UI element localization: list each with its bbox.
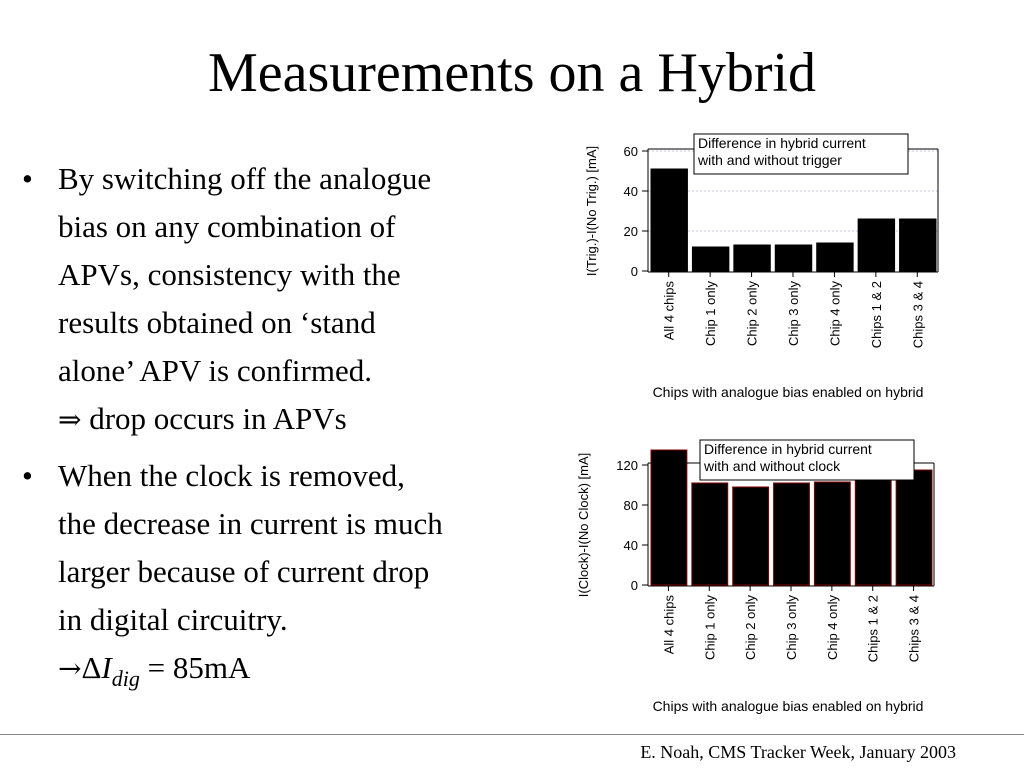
bar [692, 483, 728, 585]
annotation-text: Difference in hybrid current [698, 135, 866, 151]
bullet-line: APVs, consistency with the [58, 257, 401, 292]
bar [651, 169, 687, 271]
bullet-item-analogue-bias [22, 155, 567, 444]
x-tick-label: Chips 1 & 2 [868, 281, 884, 349]
bar-chart-1 [584, 134, 938, 400]
x-tick-label: All 4 chips [661, 281, 677, 341]
current-variable: I [101, 650, 112, 685]
charts-area [570, 118, 970, 718]
bullet-line: in digital circuitry. [58, 602, 288, 637]
x-tick-label: Chip 4 only [824, 595, 840, 661]
x-tick-label: Chips 3 & 4 [906, 595, 922, 663]
bar [734, 245, 770, 271]
bar [775, 245, 811, 271]
bar [817, 243, 853, 271]
y-tick-label: 40 [623, 184, 638, 199]
bullet-line: When the clock is removed, [58, 458, 405, 493]
footer-divider [0, 734, 1024, 735]
bullet-line: bias on any combination of [58, 209, 396, 244]
x-tick-label: Chips 3 & 4 [910, 281, 926, 349]
x-axis-label: Chips with analogue bias enabled on hybrid [652, 698, 924, 714]
x-tick-label: Chip 1 only [702, 595, 718, 661]
implies-symbol: ⇒ [58, 403, 82, 436]
delta-symbol: Δ [81, 650, 102, 685]
bullet-line: By switching off the analogue [58, 161, 432, 196]
bullet-item-clock-removed [22, 452, 567, 695]
y-tick-label: 80 [623, 498, 638, 513]
conclusion-text: drop occurs in APVs [89, 401, 347, 436]
bullet-marker: • [22, 458, 33, 493]
annotation-text: with and without clock [704, 458, 841, 474]
bullet-list [22, 155, 567, 695]
current-subscript: dig [111, 666, 140, 691]
annotation-text: with and without trigger [698, 152, 842, 168]
y-tick-label: 40 [623, 538, 638, 553]
annotation-text: Difference in hybrid current [704, 441, 872, 457]
bar [651, 450, 687, 585]
bullet-line: the decrease in current is much [58, 506, 443, 541]
y-tick-label: 120 [616, 458, 638, 473]
bullet-line: results obtained on ‘stand [58, 305, 376, 340]
bar [858, 219, 894, 271]
x-tick-label: All 4 chips [661, 595, 677, 655]
bar [692, 247, 728, 271]
arrow-symbol: → [58, 652, 82, 685]
formula-value: = 85mA [139, 650, 251, 685]
bar [814, 482, 850, 585]
bullet-marker: • [22, 161, 33, 196]
bar [733, 487, 769, 585]
x-tick-label: Chip 2 only [743, 595, 759, 661]
bar [855, 471, 891, 585]
x-tick-label: Chip 2 only [744, 281, 760, 347]
y-tick-label: 60 [623, 144, 638, 159]
x-tick-label: Chip 1 only [703, 281, 719, 347]
bar [900, 219, 936, 271]
x-axis-label: Chips with analogue bias enabled on hybrid [652, 384, 924, 400]
x-tick-label: Chips 1 & 2 [865, 595, 881, 663]
bullet-line: alone’ APV is confirmed. [58, 353, 372, 388]
conclusion-line [58, 395, 567, 444]
x-tick-label: Chip 4 only [827, 281, 843, 347]
y-axis-label: I(Trig.)-I(No Trig.) [mA] [584, 145, 599, 277]
slide-title: Measurements on a Hybrid [207, 42, 817, 104]
bar [774, 483, 810, 585]
footer-text: E. Noah, CMS Tracker Week, January 2003 [640, 742, 956, 762]
y-tick-label: 0 [630, 578, 638, 593]
y-tick-label: 0 [630, 264, 638, 279]
bar-chart-2 [576, 440, 934, 714]
bullet-line: larger because of current drop [58, 554, 430, 589]
x-tick-label: Chip 3 only [786, 281, 801, 347]
x-tick-label: Chip 3 only [784, 595, 799, 661]
formula-line [58, 644, 567, 695]
y-tick-label: 20 [623, 224, 638, 239]
y-axis-label: I(Clock)-I(No Clock) [mA] [576, 452, 591, 598]
bar [896, 470, 932, 585]
